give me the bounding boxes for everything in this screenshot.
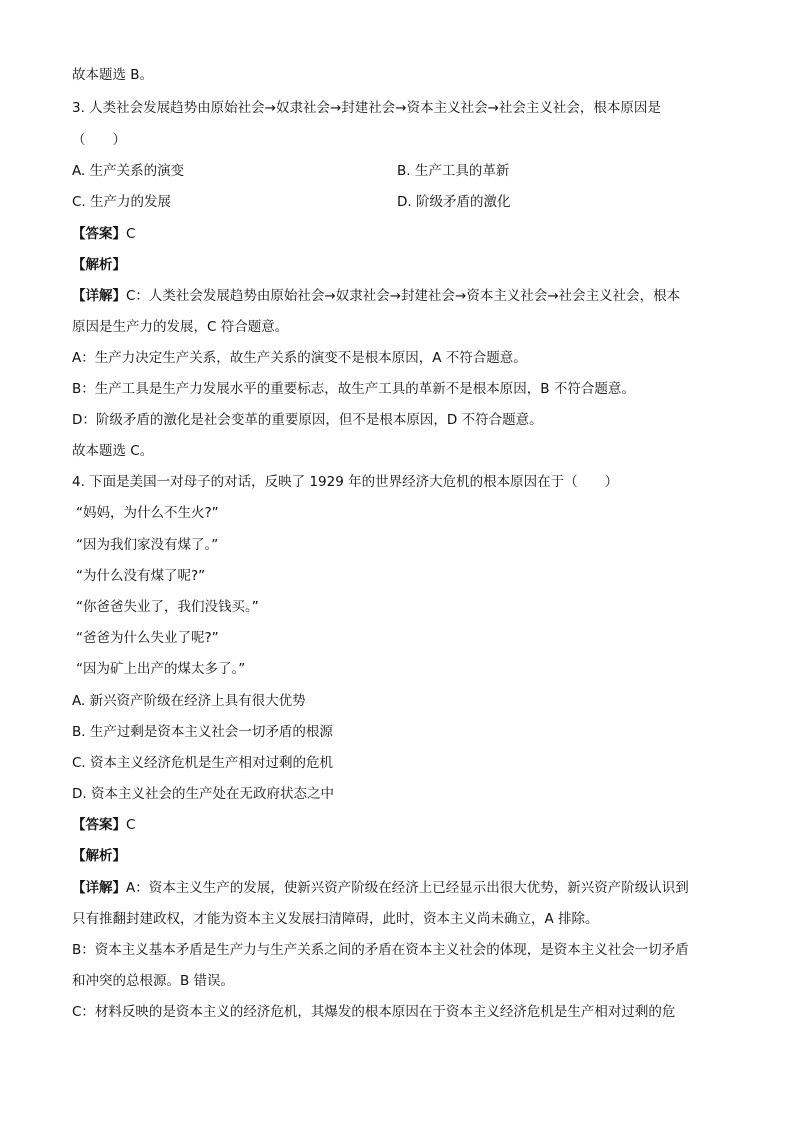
question-3-option-a: A. 生产关系的演变 xyxy=(72,163,185,179)
question-3-option-c: C. 生产力的发展 xyxy=(72,194,172,210)
question-3-option-d: D. 阶级矛盾的激化 xyxy=(397,194,511,210)
dialogue-line: “妈妈，为什么不生火?” xyxy=(76,505,219,521)
answer-value: C xyxy=(126,817,136,833)
question-4-option-a: A. 新兴资产阶级在经济上具有很大优势 xyxy=(72,693,306,709)
detail-tag: 【详解】 xyxy=(72,288,126,304)
question-4-detail-line-3: B：资本主义基本矛盾是生产力与生产关系之间的矛盾在资本主义社会的体现，是资本主义社会一切矛盾 xyxy=(72,942,689,958)
question-3-bracket: （ ） xyxy=(72,132,126,148)
conclusion-text: 故本题选 B。 xyxy=(72,67,154,83)
question-3-detail-line-2: 原因是生产力的发展，C 符合题意。 xyxy=(72,319,289,335)
dialogue-line: “爸爸为什么失业了呢?” xyxy=(76,630,219,646)
question-4-answer xyxy=(72,816,135,834)
question-4-detail-line-1: 【详解】A：资本主义生产的发展，使新兴资产阶级在经济上已经显示出很大优势，新兴资产阶级认识到 xyxy=(72,880,689,896)
question-3-detail-line-5: D：阶级矛盾的激化是社会变革的重要原因，但不是根本原因，D 不符合题意。 xyxy=(72,412,543,428)
question-4-option-c: C. 资本主义经济危机是生产相对过剩的危机 xyxy=(72,755,334,771)
detail-tag: 【详解】 xyxy=(72,880,126,896)
answer-tag: 【答案】 xyxy=(72,817,126,833)
question-3-detail-line-3: A：生产力决定生产关系，故生产关系的演变不是根本原因，A 不符合题意。 xyxy=(72,350,527,366)
dialogue-line: “因为我们家没有煤了。” xyxy=(76,537,219,553)
dialogue-line: “因为矿上出产的煤太多了。” xyxy=(76,661,246,677)
answer-value: C xyxy=(126,226,136,242)
question-3-detail-line-4: B：生产工具是生产力发展水平的重要标志，故生产工具的革新不是根本原因，B 不符合题意。 xyxy=(72,381,635,397)
question-4-detail-line-4: 和冲突的总根源。B 错误。 xyxy=(72,973,235,989)
question-3-detail-line-1: 【详解】C：人类社会发展趋势由原始社会→奴隶社会→封建社会→资本主义社会→社会主义社会，根本 xyxy=(72,288,681,304)
dialogue-line: “为什么没有煤了呢?” xyxy=(76,568,206,584)
dialogue-line: “你爸爸失业了，我们没钱买。” xyxy=(76,599,259,615)
question-4-detail-line-5: C：材料反映的是资本主义的经济危机，其爆发的根本原因在于资本主义经济危机是生产相对过剩的危 xyxy=(72,1004,676,1020)
question-4-option-d: D. 资本主义社会的生产处在无政府状态之中 xyxy=(72,786,334,802)
question-3-option-b: B. 生产工具的革新 xyxy=(397,163,510,179)
question-3-analysis-tag: 【解析】 xyxy=(72,257,126,273)
question-4-analysis-tag: 【解析】 xyxy=(72,848,126,864)
question-4-detail-line-2: 只有推翻封建政权，才能为资本主义发展扫清障碍，此时，资本主义尚未确立，A 排除。 xyxy=(72,911,599,927)
question-4-stem: 4. 下面是美国一对母子的对话，反映了 1929 年的世界经济大危机的根本原因在于（ ） xyxy=(72,474,619,490)
answer-tag: 【答案】 xyxy=(72,226,126,242)
question-4-option-b: B. 生产过剩是资本主义社会一切矛盾的根源 xyxy=(72,724,333,740)
question-3-answer xyxy=(72,225,135,243)
question-3-stem: 3. 人类社会发展趋势由原始社会→奴隶社会→封建社会→资本主义社会→社会主义社会，根本原因是 xyxy=(72,100,661,116)
question-3-conclusion: 故本题选 C。 xyxy=(72,443,154,459)
